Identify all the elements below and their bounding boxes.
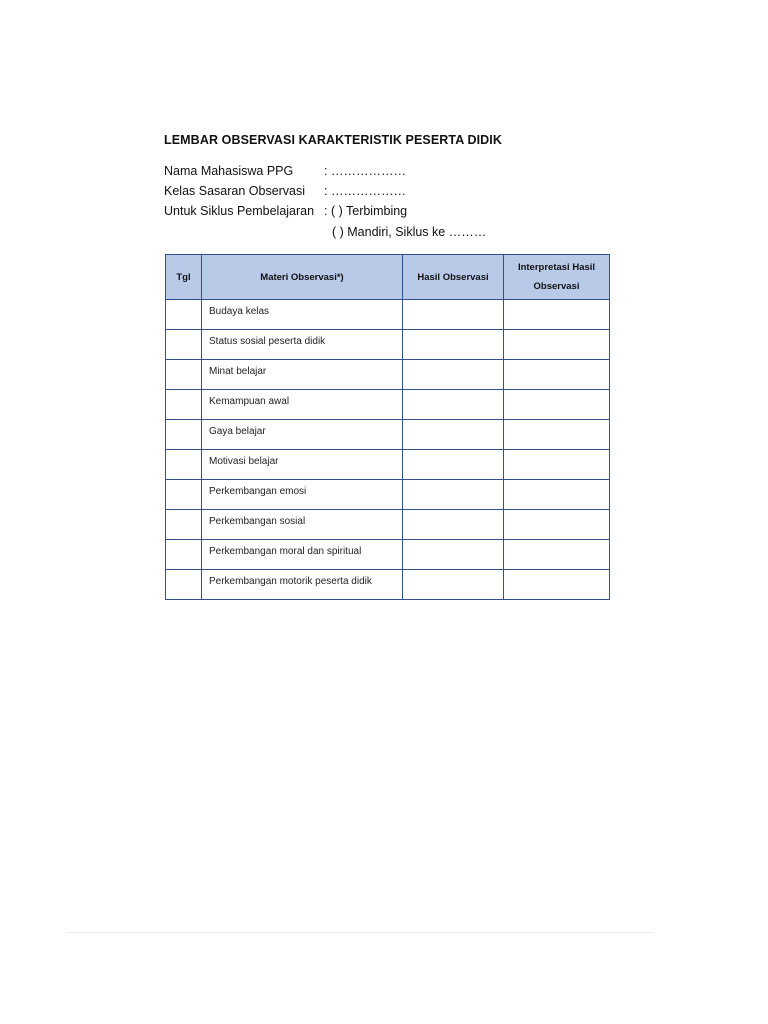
cell-materi: Perkembangan emosi [202,480,403,510]
table-row [166,570,610,600]
cell-hasil [403,360,504,390]
field-label: Nama Mahasiswa PPG [164,164,294,178]
cell-tgl [166,540,202,570]
cell-interpretasi [504,570,610,600]
header-interpretasi-line2: Observasi [533,281,580,292]
table-row [166,360,610,390]
table-row [166,300,610,330]
cell-interpretasi [504,360,610,390]
table-row [166,450,610,480]
cell-interpretasi [504,450,610,480]
table-row [166,540,610,570]
table-header-row [166,255,610,300]
cell-tgl [166,330,202,360]
cell-materi: Perkembangan motorik peserta didik [202,570,403,600]
cell-hasil [403,300,504,330]
cell-materi: Minat belajar [202,360,403,390]
header-materi-observasi: Materi Observasi*) [202,255,403,300]
cell-tgl [166,450,202,480]
table-row [166,480,610,510]
table-row [166,390,610,420]
header-hasil-observasi: Hasil Observasi [403,255,504,300]
field-siklus-mandiri: ( ) Mandiri, Siklus ke ……… [332,225,487,239]
cell-hasil [403,570,504,600]
cell-tgl [166,300,202,330]
cell-materi: Perkembangan moral dan spiritual [202,540,403,570]
cell-tgl [166,570,202,600]
cell-hasil [403,450,504,480]
header-interpretasi-line1: Interpretasi Hasil [517,262,596,273]
document-title: LEMBAR OBSERVASI KARAKTERISTIK PESERTA DIDIK [164,133,502,147]
cell-materi: Budaya kelas [202,300,403,330]
field-value: : ( ) Terbimbing [324,204,408,218]
cell-interpretasi [504,390,610,420]
cell-materi: Kemampuan awal [202,390,403,420]
field-label: Kelas Sasaran Observasi [164,184,306,198]
table-row [166,420,610,450]
cell-tgl [166,480,202,510]
cell-materi: Motivasi belajar [202,450,403,480]
table-row [166,330,610,360]
cell-interpretasi [504,510,610,540]
cell-materi: Gaya belajar [202,420,403,450]
cell-interpretasi [504,330,610,360]
cell-interpretasi [504,480,610,510]
field-value: : ……………… [324,184,406,198]
cell-interpretasi [504,420,610,450]
cell-hasil [403,330,504,360]
cell-hasil [403,390,504,420]
cell-materi: Status sosial peserta didik [202,330,403,360]
cell-tgl [166,360,202,390]
field-value: : ……………… [324,164,406,178]
cell-interpretasi [504,300,610,330]
cell-materi: Perkembangan sosial [202,510,403,540]
cell-tgl [166,420,202,450]
cell-hasil [403,420,504,450]
page-divider [66,932,654,933]
cell-interpretasi [504,540,610,570]
cell-tgl [166,510,202,540]
header-interpretasi [504,255,610,300]
cell-hasil [403,540,504,570]
field-label: Untuk Siklus Pembelajaran [164,204,315,218]
cell-hasil [403,510,504,540]
header-tgl: Tgl [166,255,202,300]
observation-table [165,254,610,600]
cell-hasil [403,480,504,510]
cell-tgl [166,390,202,420]
table-row [166,510,610,540]
